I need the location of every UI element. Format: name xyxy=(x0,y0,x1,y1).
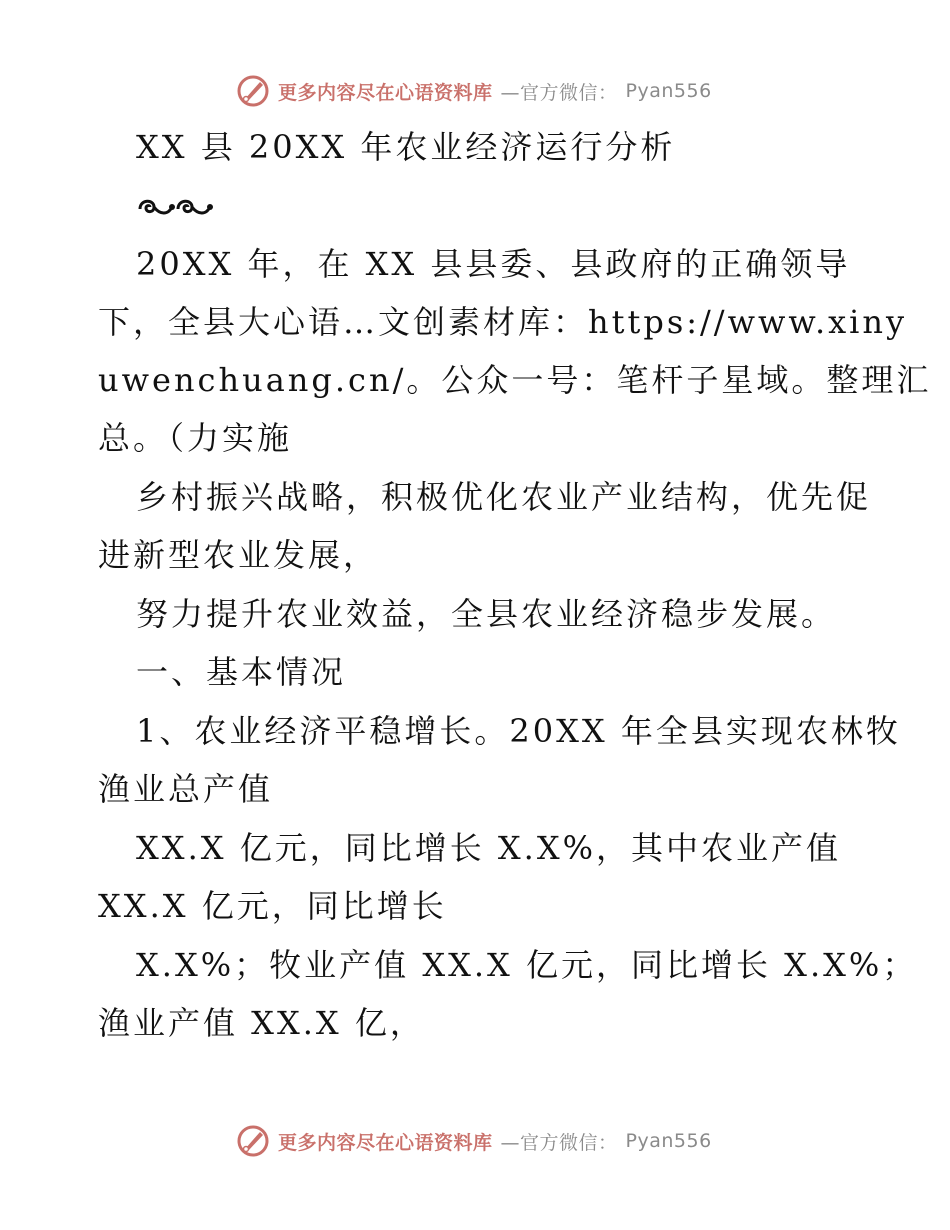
body-line: XX.X 亿元，同比增长 X.X%，其中农业产值 xyxy=(136,829,842,867)
watermark-wechat-label: —官方微信： xyxy=(500,81,618,104)
watermark-wechat-id: Pyan556 xyxy=(625,1130,712,1152)
body-line: 乡村振兴战略，积极优化农业产业结构，优先促 xyxy=(136,478,872,516)
document-title: XX 县 20XX 年农业经济运行分析 xyxy=(136,128,676,166)
quill-seal-icon xyxy=(236,74,270,108)
body-line: 进新型农业发展， xyxy=(98,536,379,574)
body-line: XX.X 亿元，同比增长 xyxy=(98,887,447,925)
quill-seal-icon xyxy=(236,1124,270,1158)
body-line: 20XX 年，在 XX 县县委、县政府的正确领导 xyxy=(136,245,851,283)
watermark-brand-text: 更多内容尽在心语资料库 xyxy=(278,1131,493,1154)
body-line: 努力提升农业效益，全县农业经济稳步发展。 xyxy=(136,595,837,633)
body-line: uwenchuang.cn/。公众一号：笔杆子星域。整理汇 xyxy=(98,361,932,399)
body-line: 渔业产值 XX.X 亿， xyxy=(98,1004,425,1042)
section-heading: 一、基本情况 xyxy=(136,653,347,691)
scroll-flourish-icon xyxy=(136,193,214,221)
body-line: 下，全县大心语…文创素材库：https://www.xiny xyxy=(98,303,908,341)
watermark-wechat-label: —官方微信： xyxy=(500,1131,618,1154)
footer-watermark xyxy=(236,1124,712,1158)
body-line: 1、农业经济平稳增长。20XX 年全县实现农林牧 xyxy=(136,712,901,750)
watermark-brand-text: 更多内容尽在心语资料库 xyxy=(278,81,493,104)
watermark-wechat-id: Pyan556 xyxy=(625,80,712,102)
body-line: 总。（力实施 xyxy=(98,419,293,457)
body-line: X.X%；牧业产值 XX.X 亿元，同比增长 X.X%； xyxy=(136,946,918,984)
body-line: 渔业总产值 xyxy=(98,770,274,808)
header-watermark xyxy=(236,74,712,108)
